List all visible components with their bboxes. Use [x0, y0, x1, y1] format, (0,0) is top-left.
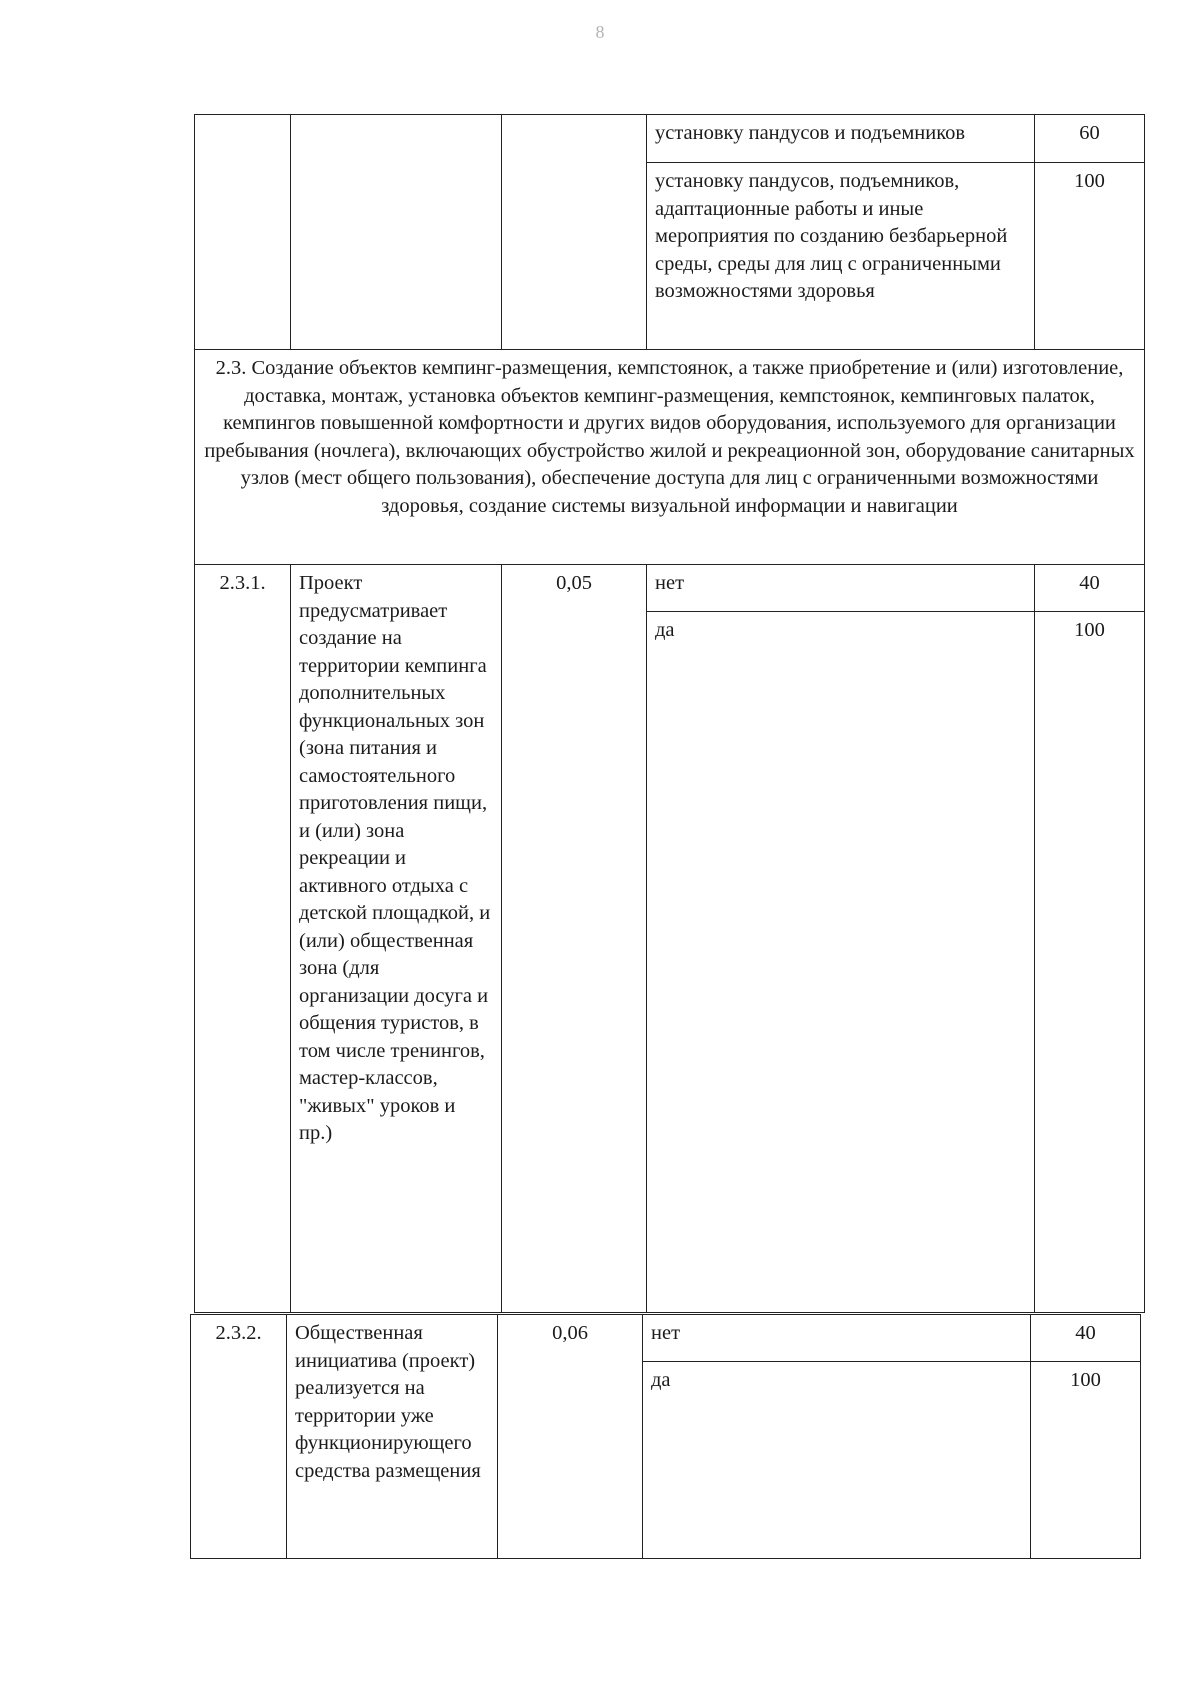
- option-points: 40: [1031, 1315, 1141, 1362]
- criterion-weight: 0,05: [502, 565, 647, 1313]
- option-label: нет: [643, 1315, 1031, 1362]
- section-heading: 2.3. Создание объектов кемпинг-размещения, кемпстоянок, а также приобретение и (или) изготовление, доставка, монтаж, установка объектов кемпинг-размещения, кемпстоянок, кемпинговых палаток, кемпингов повышенной комфортности и других видов оборудования, используемого для организации пребывания (ночлега), включающих обустройство жилой и рекреационной зон, оборудование санитарных узлов (мест общего пользования), обеспечение доступа для лиц с ограниченными возможностями здоровья, создание системы визуальной информации и навигации: [195, 350, 1145, 565]
- table-row: [195, 565, 1145, 612]
- criterion-number: 2.3.1.: [195, 565, 291, 1313]
- criterion-number: 2.3.2.: [191, 1315, 287, 1559]
- criteria-table-lower: [190, 1314, 1141, 1559]
- option-label: да: [647, 612, 1035, 1313]
- option-label: да: [643, 1362, 1031, 1559]
- option-points: 100: [1035, 612, 1145, 1313]
- table-row: [191, 1315, 1141, 1362]
- empty-cell: [195, 115, 291, 350]
- option-points: 100: [1035, 163, 1145, 350]
- criterion-description: Проект предусматривает создание на территории кемпинга дополнительных функциональных зон (зона питания и самостоятельного приготовления пищи, и (или) зона рекреации и активного отдыха с детской площадкой, и (или) общественная зона (для организации досуга и общения туристов, в том числе тренингов, мастер-классов, "живых" уроков и пр.): [291, 565, 502, 1313]
- page-number: 8: [595, 22, 605, 42]
- section-row: [195, 350, 1145, 565]
- option-points: 60: [1035, 115, 1145, 163]
- empty-cell: [502, 115, 647, 350]
- option-label: установку пандусов и подъемников: [647, 115, 1035, 163]
- option-label: нет: [647, 565, 1035, 612]
- option-label: установку пандусов, подъемников, адаптационные работы и иные мероприятия по созданию безбарьерной среды, среды для лиц с ограниченными возможностями здоровья: [647, 163, 1035, 350]
- option-points: 40: [1035, 565, 1145, 612]
- table-row: [195, 115, 1145, 163]
- criteria-table-upper: [194, 114, 1145, 1313]
- empty-cell: [291, 115, 502, 350]
- criterion-weight: 0,06: [498, 1315, 643, 1559]
- criterion-description: Общественная инициатива (проект) реализуется на территории уже функционирующего средства размещения: [287, 1315, 498, 1559]
- option-points: 100: [1031, 1362, 1141, 1559]
